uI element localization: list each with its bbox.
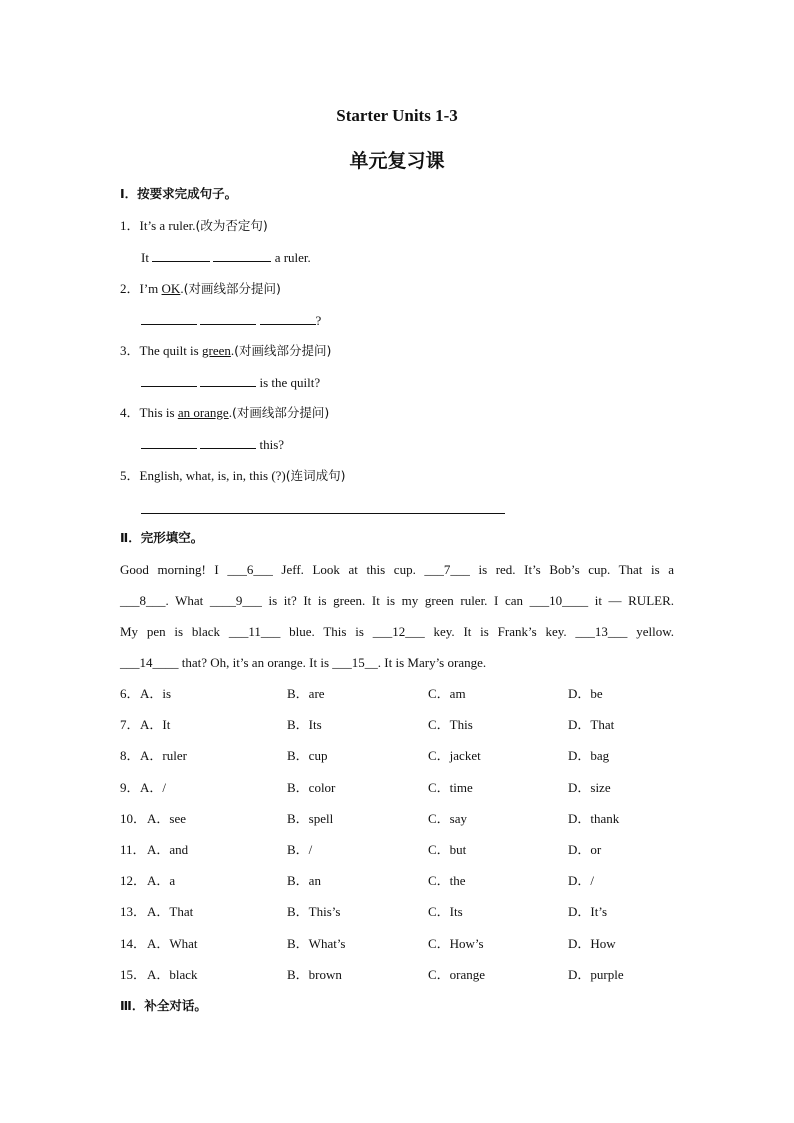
option-d[interactable]: D．That <box>568 717 615 732</box>
option-b[interactable]: B．What’s <box>287 936 346 951</box>
option-a[interactable]: A．What <box>147 936 198 951</box>
page-title: Starter Units 1-3 <box>336 106 458 125</box>
section-1-heading: Ⅰ．按要求完成句子。 <box>120 186 238 201</box>
blank[interactable] <box>260 312 316 325</box>
option-c[interactable]: C．How’s <box>428 936 484 951</box>
option-d[interactable]: D．or <box>568 842 602 857</box>
question-number: 10． <box>120 811 147 826</box>
option-d[interactable]: D．be <box>568 686 603 701</box>
blank[interactable] <box>200 374 256 387</box>
answer-2: ? <box>141 312 321 329</box>
option-b[interactable]: B．/ <box>287 842 313 857</box>
option-d[interactable]: D．size <box>568 780 611 795</box>
option-d[interactable]: D．/ <box>568 873 595 888</box>
blank[interactable] <box>200 436 256 449</box>
option-d[interactable]: D．bag <box>568 748 610 763</box>
option-c[interactable]: C．orange <box>428 967 486 982</box>
section-2-heading: Ⅱ．完形填空。 <box>120 530 204 545</box>
option-b[interactable]: B．This’s <box>287 904 341 919</box>
question-number: 7． <box>120 717 140 732</box>
option-c[interactable]: C．Its <box>428 904 463 919</box>
blank[interactable] <box>152 249 210 262</box>
option-a[interactable]: A．ruler <box>140 748 187 763</box>
answer-4: this? <box>141 436 284 453</box>
answer-5-line[interactable] <box>141 513 505 514</box>
question-number: 12． <box>120 873 147 888</box>
option-d[interactable]: D．It’s <box>568 904 608 919</box>
option-c[interactable]: C．am <box>428 686 466 701</box>
passage-line: Good morning! I ___6___ Jeff. Look at this cup. ___7___ is red. It’s Bob’s cup. That is a <box>120 562 674 577</box>
answer-3: is the quilt? <box>141 374 320 391</box>
option-b[interactable]: B．spell <box>287 811 334 826</box>
page-subtitle: 单元复习课 <box>349 150 445 172</box>
question-number: 9． <box>120 780 140 795</box>
question-number: 14． <box>120 936 147 951</box>
question-1: 1．It’s a ruler.(改为否定句) <box>120 218 268 233</box>
question-number: 6． <box>120 686 140 701</box>
option-a[interactable]: A．see <box>147 811 186 826</box>
question-number: 8． <box>120 748 140 763</box>
question-number: 13． <box>120 904 147 919</box>
option-b[interactable]: B．cup <box>287 748 328 763</box>
question-3: 3．The quilt is green.(对画线部分提问) <box>120 343 332 358</box>
section-3-heading: Ⅲ．补全对话。 <box>120 998 207 1013</box>
passage-line: ___14____ that? Oh, it’s an orange. It is ___15__. It is Mary’s orange. <box>120 655 487 670</box>
option-c[interactable]: C．the <box>428 873 466 888</box>
blank[interactable] <box>200 312 256 325</box>
blank[interactable] <box>141 312 197 325</box>
option-b[interactable]: B．color <box>287 780 336 795</box>
option-a[interactable]: A．It <box>140 717 171 732</box>
option-d[interactable]: D．purple <box>568 967 624 982</box>
option-c[interactable]: C．time <box>428 780 473 795</box>
passage-line: My pen is black ___11___ blue. This is ___12___ key. It is Frank’s key. ___13___ yellow. <box>120 624 674 639</box>
option-a[interactable]: A．is <box>140 686 172 701</box>
blank[interactable] <box>141 436 197 449</box>
passage-line: ___8___. What ____9___ is it? It is green. It is my green ruler. I can ___10____ it — RULER. <box>120 593 674 608</box>
option-c[interactable]: C．This <box>428 717 473 732</box>
blank[interactable] <box>141 374 197 387</box>
option-a[interactable]: A．black <box>147 967 198 982</box>
question-number: 11． <box>120 842 146 857</box>
question-4: 4．This is an orange.(对画线部分提问) <box>120 405 330 420</box>
option-a[interactable]: A．a <box>147 873 176 888</box>
option-b[interactable]: B．Its <box>287 717 322 732</box>
option-b[interactable]: B．an <box>287 873 321 888</box>
option-c[interactable]: C．say <box>428 811 468 826</box>
option-d[interactable]: D．thank <box>568 811 620 826</box>
option-c[interactable]: C．but <box>428 842 467 857</box>
blank[interactable] <box>213 249 271 262</box>
question-5: 5．English, what, is, in, this (?)(连词成句) <box>120 468 346 483</box>
option-b[interactable]: B．are <box>287 686 325 701</box>
option-d[interactable]: D．How <box>568 936 616 951</box>
option-b[interactable]: B．brown <box>287 967 342 982</box>
option-a[interactable]: A．That <box>147 904 194 919</box>
answer-1: It a ruler. <box>141 250 311 265</box>
option-a[interactable]: A．/ <box>140 780 167 795</box>
question-2: 2．I’m OK.(对画线部分提问) <box>120 281 281 296</box>
question-number: 15． <box>120 967 147 982</box>
option-a[interactable]: A．and <box>147 842 189 857</box>
option-c[interactable]: C．jacket <box>428 748 481 763</box>
